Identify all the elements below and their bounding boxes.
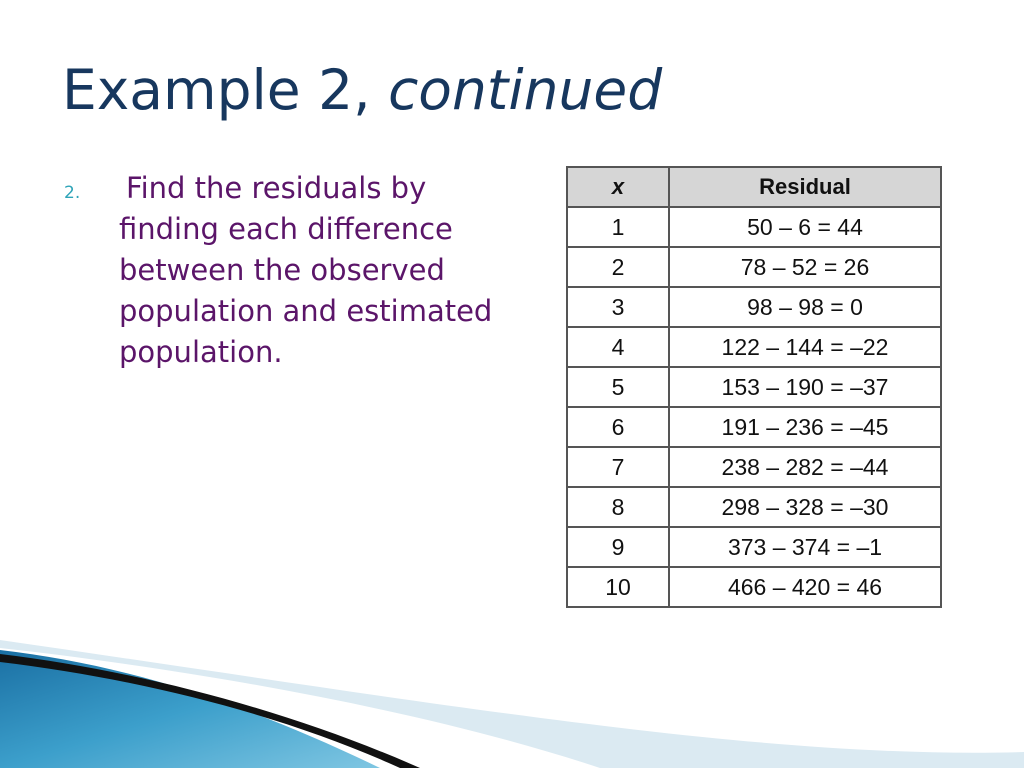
step-number: 2. — [64, 183, 81, 203]
cell-x: 8 — [567, 487, 669, 527]
cell-residual: 78 – 52 = 26 — [669, 247, 941, 287]
cell-residual: 50 – 6 = 44 — [669, 207, 941, 247]
cell-residual: 238 – 282 = –44 — [669, 447, 941, 487]
step-text: Find the residuals by finding each difference between the observed population and estimated population. — [119, 171, 493, 369]
cell-residual: 466 – 420 = 46 — [669, 567, 941, 607]
cell-residual: 122 – 144 = –22 — [669, 327, 941, 367]
header-x: x — [567, 167, 669, 207]
cell-residual: 298 – 328 = –30 — [669, 487, 941, 527]
cell-x: 9 — [567, 527, 669, 567]
cell-x: 1 — [567, 207, 669, 247]
cell-x: 7 — [567, 447, 669, 487]
cell-x: 5 — [567, 367, 669, 407]
cell-residual: 98 – 98 = 0 — [669, 287, 941, 327]
header-residual: Residual — [669, 167, 941, 207]
cell-x: 6 — [567, 407, 669, 447]
title-emphasis: continued — [388, 58, 663, 122]
cell-residual: 153 – 190 = –37 — [669, 367, 941, 407]
cell-x: 2 — [567, 247, 669, 287]
cell-residual: 191 – 236 = –45 — [669, 407, 941, 447]
cell-x: 4 — [567, 327, 669, 367]
cell-x: 10 — [567, 567, 669, 607]
cell-x: 3 — [567, 287, 669, 327]
cell-residual: 373 – 374 = –1 — [669, 527, 941, 567]
title-main: Example 2, — [62, 58, 389, 122]
